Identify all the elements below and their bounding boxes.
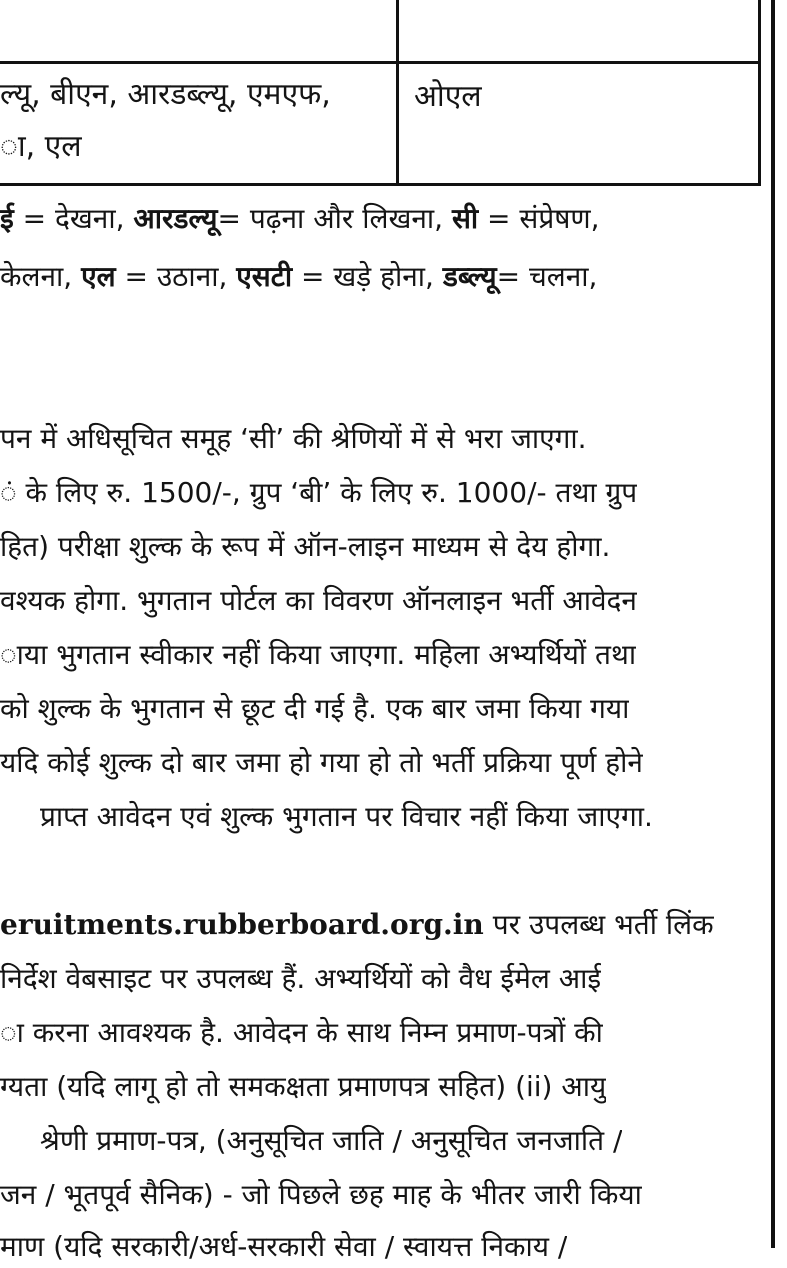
paragraph-line: जन / भूतपूर्व सैनिक) - जो पिछले छह माह के भीतर जारी किया [0,1178,642,1211]
paragraph-line: पन में अधिसूचित समूह ‘सी’ की श्रेणियों में से भरा जाएगा. [0,422,587,455]
table-cell-line: ा, एल [0,129,82,164]
abbr-key: एल [81,260,116,293]
paragraph-line: माण (यदि सरकारी/अर्ध-सरकारी सेवा / स्वायत्त निकाय / [0,1230,568,1263]
table-cell-line: ल्यू, बीएन, आरडब्ल्यू, एमएफ, [0,77,331,112]
abbr-value: = उठाना, [115,260,237,293]
page-right-border [771,0,775,1248]
abbr-value: = खड़े होना, [292,260,443,293]
paragraph-line: प्राप्त आवेदन एवं शुल्क भुगतान पर विचार नहीं किया जाएगा. [40,800,653,833]
abbr-value: = संप्रेषण, [478,202,600,235]
abbr-key: एसटी [236,260,293,293]
paragraph-line: वश्यक होगा. भुगतान पोर्टल का विवरण ऑनलाइन भर्ती आवेदन [0,584,637,617]
paragraph-line: को शुल्क के भुगतान से छूट दी गई है. एक बार जमा किया गया [0,692,630,725]
paragraph-line: ाया भुगतान स्वीकार नहीं किया जाएगा. महिला अभ्यर्थियों तथा [0,638,637,671]
paragraph-line: श्रेणी प्रमाण-पत्र, (अनुसूचित जाति / अनुसूचित जनजाति / [40,1124,623,1157]
abbr-key: आरडल्यू [133,202,218,235]
abbreviations-line-1 [0,198,600,240]
abbr-key: ई [0,202,14,235]
table-column-divider [396,0,399,183]
abbr-value: = चलना, [496,260,598,293]
paragraph-line: ा करना आवश्यक है. आवेदन के साथ निम्न प्रमाण-पत्रों की [0,1016,603,1049]
table-cell-suitability: ओएल [414,79,482,114]
table-row-top [0,0,758,64]
recruitment-website-link[interactable]: eruitments.rubberboard.org.in [0,908,484,941]
paragraph-line: निर्देश वेबसाइट पर उपलब्ध हैं. अभ्यर्थियों को वैध ईमेल आई [0,962,602,995]
abbr-value: = पढ़ना और लिखना, [217,202,452,235]
abbr-key: डब्ल्यू [442,260,497,293]
paragraph-line: ग्यता (यदि लागू हो तो समकक्षता प्रमाणपत्र सहित) (ii) आयु [0,1070,607,1103]
job-details-table [0,0,761,186]
abbreviations-line-2 [0,256,597,298]
abbr-value: = देखना, [13,202,134,235]
paragraph-line-with-url [0,904,714,946]
table-cell-categories [0,69,331,173]
paragraph-text: पर उपलब्ध भर्ती लिंक [483,908,714,941]
paragraph-line: यदि कोई शुल्क दो बार जमा हो गया हो तो भर्ती प्रक्रिया पूर्ण होने [0,746,643,779]
abbr-value: केलना, [0,260,82,293]
paragraph-line: ं के लिए रु. 1500/-, ग्रुप ‘बी’ के लिए रु. 1000/- तथा ग्रुप [0,476,638,509]
paragraph-line: हित) परीक्षा शुल्क के रूप में ऑन-लाइन माध्यम से देय होगा. [0,530,611,563]
abbr-key: सी [451,202,479,235]
